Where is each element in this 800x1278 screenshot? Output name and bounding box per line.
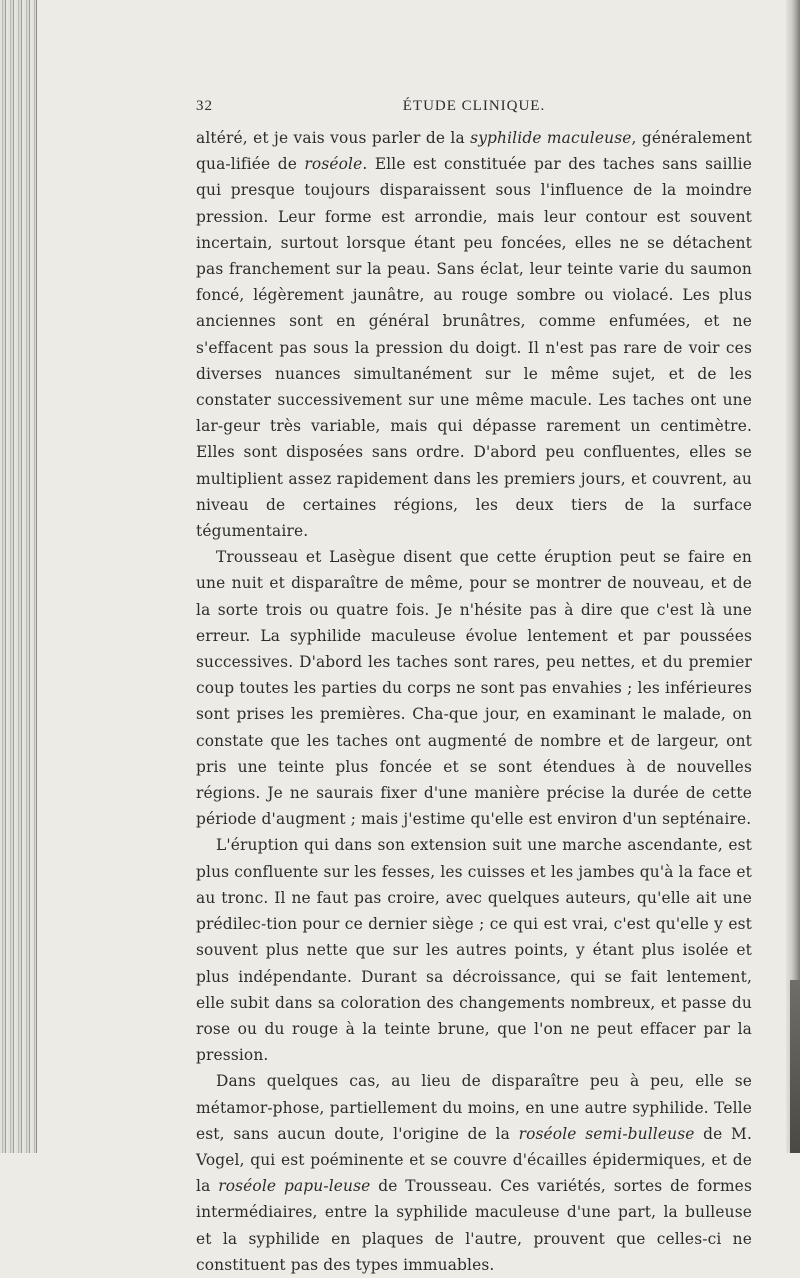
- page-right-edge: [786, 0, 800, 1153]
- paragraph-3: [196, 832, 752, 1068]
- paragraph-1: [196, 125, 752, 544]
- text-run: Dans quelques cas, au lieu de disparaître peu à peu, elle se métamor-phose, partiellement du moins, en une autre syphilide. Telle est, sans aucun doute, l'origine de la: [196, 1072, 752, 1143]
- text-run: , généralement qua-lifiée de: [196, 129, 753, 174]
- text-run: altéré, et je vais vous parler de la: [196, 129, 471, 147]
- book-page: [196, 96, 752, 1278]
- text-run: L'éruption qui dans son extension suit une marche ascendante, est plus confluente sur les fesses, les cuisses et les jambes qu'à la face et au tronc. Il ne faut pas croire, avec quelques auteurs, qu'elle ait une prédilec-tion pour ce dernier siège ; ce qui est vrai, c'est qu'elle y est souvent plus nette que sur les autres points, y étant plus isolée et plus indépendante. Durant sa décroissance, qui se fait lentement, elle subit dans sa coloration des changements nombreux, et passe du rose ou du rouge à la teinte brune, que l'on ne peut effacer par la pression.: [196, 836, 752, 1065]
- header-title: ÉTUDE CLINIQUE.: [402, 98, 546, 114]
- italic-term: roséole semi-bulleuse: [518, 1124, 695, 1143]
- text-run: de Trousseau. Ces variétés, sortes de formes intermédiaires, entre la syphilide maculeuse d'une part, la bulleuse et la syphilide en plaques de l'autre, prouvent que celles-ci ne constituent pas des types immuables.: [196, 1177, 752, 1274]
- running-head: [196, 96, 752, 120]
- page-corner-shadow: [790, 980, 800, 1153]
- body-text: [196, 125, 752, 1278]
- text-run: de M. Vogel, qui est poéminente et se couvre d'écailles épidermiques, et de la: [196, 1124, 753, 1196]
- text-run: Trousseau et Lasègue disent que cette éruption peut se faire en une nuit et disparaître de même, pour se montrer de nouveau, et de la sorte trois ou quatre fois. Je n'hésite pas à dire que c'est là une erreur. La syphilide maculeuse évolue lentement et par poussées successives. D'abord les taches sont rares, peu nettes, et du premier coup toutes les parties du corps ne sont pas envahies ; les inférieures sont prises les premières. Cha-que jour, en examinant le malade, on constate que les taches ont augmenté de nombre et de largeur, ont pris une teinte plus foncée et se sont étendues à de nouvelles régions. Je ne saurais fixer d'une manière précise la durée de cette période d'augment ; mais j'estime qu'elle est environ d'un septénaire.: [196, 548, 752, 829]
- paragraph-2: [196, 544, 752, 832]
- italic-term: roséole papu-leuse: [218, 1177, 371, 1196]
- page-number: 32: [196, 98, 213, 114]
- paragraph-4: [196, 1068, 752, 1278]
- text-run: . Elle est constituée par des taches sans saillie qui presque toujours disparaissent sous l'influence de la moindre pression. Leur forme est arrondie, mais leur contour est souvent incertain, surtout lorsque étant peu foncées, elles ne se détachent pas franchement sur la peau. Sans éclat, leur teinte varie du saumon foncé, légèrement jaunâtre, au rouge sombre ou violacé. Les plus anciennes sont en général brunâtres, comme enfumées, et ne s'effacent pas sous la pression du doigt. Il n'est pas rare de voir ces diverses nuances simultanément sur le même sujet, et de les constater successivement sur une même macule. Les taches ont une lar-geur très variable, mais qui dépasse rarement un centimètre. Elles sont disposées sans ordre. D'abord peu confluentes, elles se multiplient assez rapidement dans les premiers jours, et couvrent, au niveau de certaines régions, les deux tiers de la surface tégumentaire.: [196, 155, 752, 541]
- italic-term: roséole: [304, 155, 363, 174]
- italic-term: syphilide maculeuse: [470, 129, 632, 147]
- book-binding-edge: [0, 0, 37, 1153]
